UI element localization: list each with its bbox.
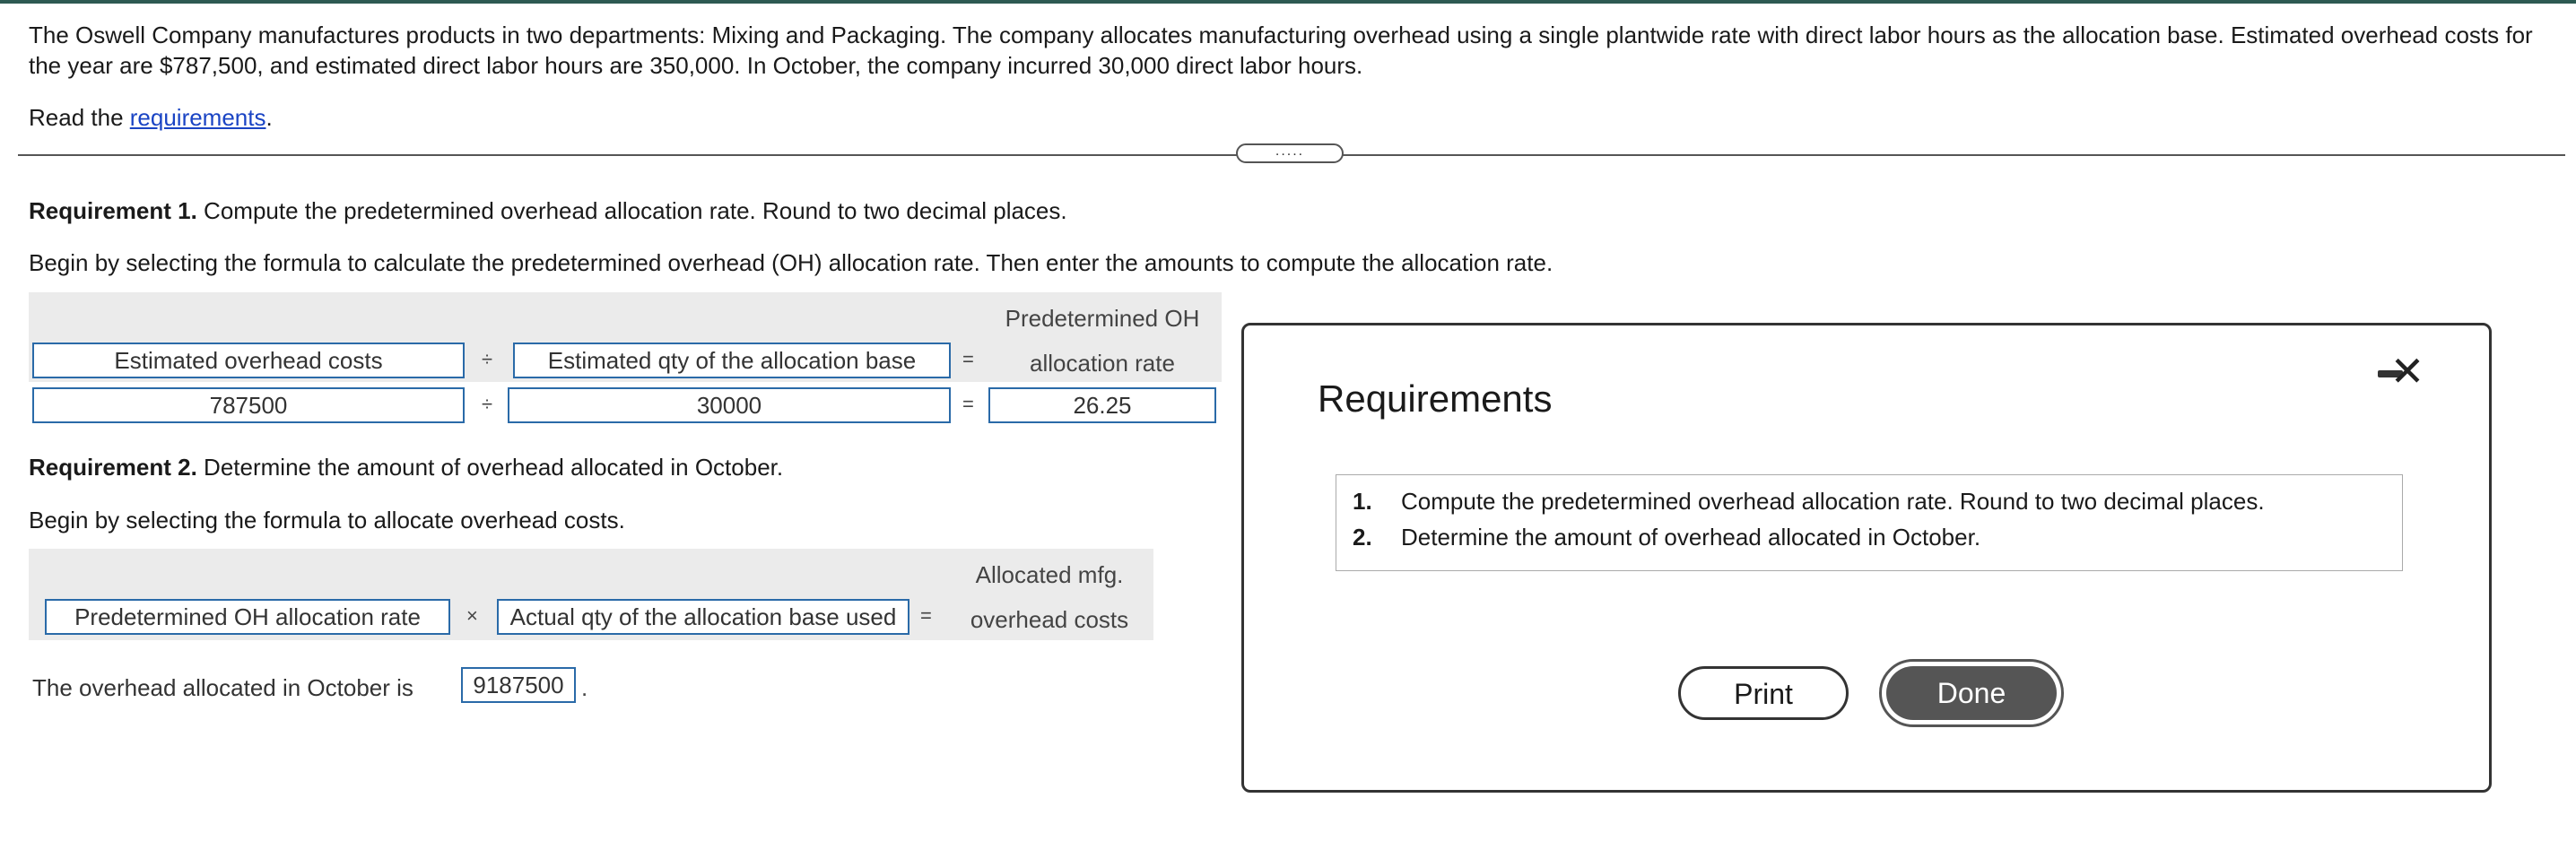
overhead-allocated-period: .	[581, 674, 588, 701]
requirement-2-label: Requirement 2.	[29, 454, 197, 481]
close-icon[interactable]: ✕	[2389, 348, 2425, 395]
requirement-item-number: 1.	[1353, 488, 1372, 515]
read-requirements-line	[29, 104, 273, 132]
formula-2-result-header-line1: Allocated mfg.	[975, 561, 1124, 588]
formula-1-right-select[interactable]: Estimated qty of the allocation base	[513, 343, 951, 378]
requirement-item-2	[1353, 524, 1980, 551]
requirements-dialog	[1241, 323, 2492, 793]
requirement-1-heading	[29, 197, 1067, 225]
done-button[interactable]: Done	[1886, 666, 2057, 720]
estimated-qty-input[interactable]: 30000	[508, 387, 951, 423]
requirement-item-text: Compute the predetermined overhead allocation rate. Round to two decimal places.	[1401, 488, 2265, 515]
overhead-allocated-input[interactable]: 9187500	[461, 667, 576, 703]
requirements-link[interactable]: requirements	[129, 104, 266, 131]
formula-1-equals-operator: =	[962, 348, 974, 370]
requirement-item-1	[1353, 488, 2265, 516]
formula-2-multiply-operator: ×	[466, 604, 478, 627]
read-prefix: Read the	[29, 104, 130, 131]
overhead-allocated-label: The overhead allocated in October is	[32, 674, 413, 701]
dialog-title: Requirements	[1318, 377, 1553, 420]
read-suffix: .	[265, 104, 273, 131]
values-1-equals-operator: =	[962, 393, 974, 415]
allocation-rate-input[interactable]: 26.25	[988, 387, 1216, 423]
requirement-1-label: Requirement 1.	[29, 197, 197, 224]
formula-1-divide-operator: ÷	[482, 348, 493, 370]
requirement-2-heading	[29, 454, 783, 481]
estimated-overhead-input[interactable]: 787500	[32, 387, 465, 423]
formula-2-result-header-line2: overhead costs	[970, 606, 1129, 633]
requirement-2-instructions: Begin by selecting the formula to allocate overhead costs.	[29, 507, 625, 533]
print-button[interactable]: Print	[1678, 666, 1849, 720]
problem-statement: The Oswell Company manufactures products in two departments: Mixing and Packaging. The company allocates manufacturing overhead using a single plantwide rate with direct labor hours as the allocation base. Estimated overhead costs for the year are $787,500, and estimated direct labor hours are 350,000. In October, the company incurred 30,000 direct labor hours.	[29, 22, 2533, 79]
requirements-list	[1336, 474, 2403, 571]
formula-2-right-select[interactable]: Actual qty of the allocation base used	[497, 599, 909, 635]
requirement-1-text: Compute the predetermined overhead allocation rate. Round to two decimal places.	[196, 197, 1067, 224]
requirement-1-instructions: Begin by selecting the formula to calculate the predetermined overhead (OH) allocation rate. Then enter the amounts to compute the allocation rate.	[29, 249, 1553, 276]
divider-drag-handle[interactable]: .....	[1236, 143, 1344, 163]
formula-1-result-header-line1: Predetermined OH	[1005, 305, 1200, 332]
formula-2-left-select[interactable]: Predetermined OH allocation rate	[45, 599, 450, 635]
formula-1-result-header-line2: allocation rate	[1030, 350, 1175, 377]
top-accent-bar	[0, 0, 2576, 4]
formula-2-equals-operator: =	[920, 604, 932, 627]
requirement-2-text: Determine the amount of overhead allocated in October.	[196, 454, 784, 481]
values-1-divide-operator: ÷	[482, 393, 493, 415]
formula-1-left-select[interactable]: Estimated overhead costs	[32, 343, 465, 378]
requirement-item-text: Determine the amount of overhead allocated in October.	[1401, 524, 1981, 551]
requirement-item-number: 2.	[1353, 524, 1372, 551]
